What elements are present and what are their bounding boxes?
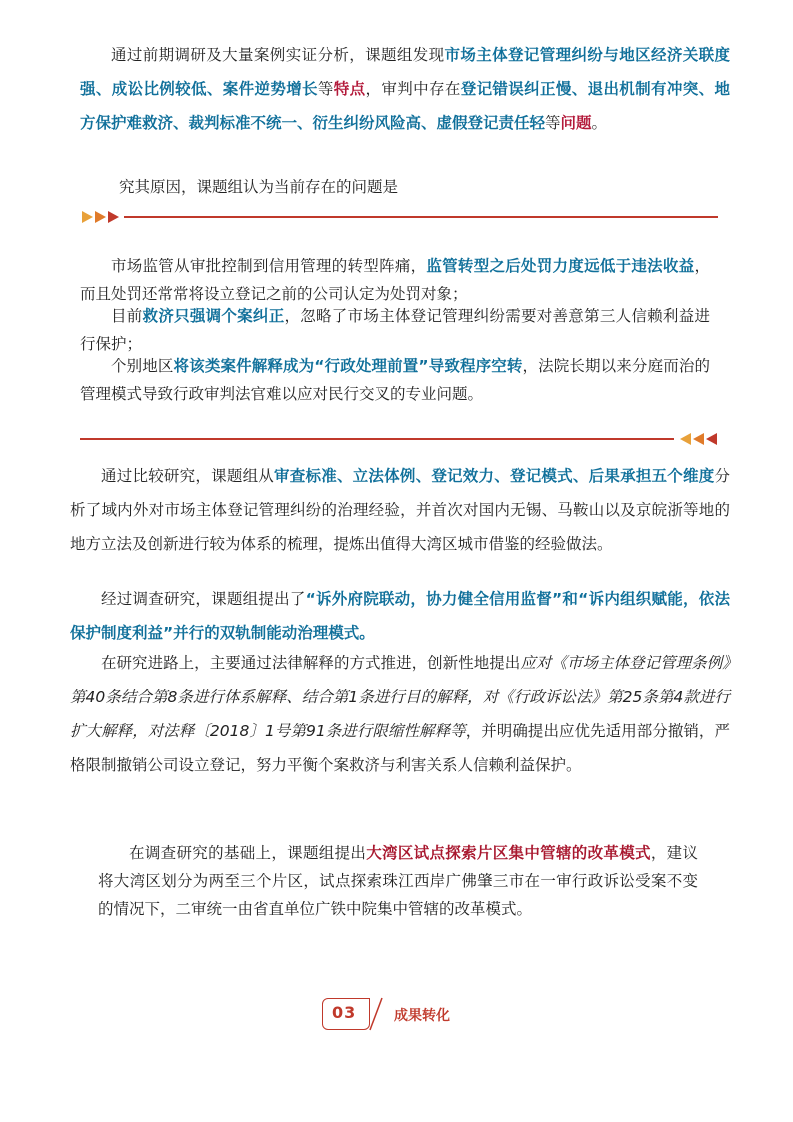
page-number: 03 xyxy=(332,1003,357,1022)
arrow-decoration-right xyxy=(680,433,717,445)
paragraph-cause-3: 个别地区将该类案件解释成为“行政处理前置”导致程序空转，法院长期以来分庭而治的管理模式导致行政审判法官难以应对民行交叉的专业问题。 xyxy=(80,357,710,403)
paragraph-cause-intro: 究其原因，课题组认为当前存在的问题是 xyxy=(119,178,399,196)
arrow-icon xyxy=(82,211,93,223)
arrow-decoration-left xyxy=(82,211,119,223)
paragraph-reform-proposal: 在调查研究的基础上，课题组提出大湾区试点探索片区集中管辖的改革模式，建议将大湾区划分为两至三个片区，试点探索珠江西岸广佛肇三市在一审行政诉讼受案不变的情况下，二审统一由省直单位广铁中院集中管辖的改革模式。 xyxy=(98,844,698,918)
paragraph-findings: 通过前期调研及大量案例实证分析，课题组发现市场主体登记管理纠纷与地区经济关联度强、成讼比例较低、案件逆势增长等特点，审判中存在登记错误纠正慢、退出机制有冲突、地方保护难救济、裁判标准不统一、衍生纠纷风险高、虚假登记责任轻等问题。 xyxy=(80,46,730,132)
section-title: 成果转化 xyxy=(394,1008,450,1024)
arrow-icon xyxy=(95,211,106,223)
arrow-icon xyxy=(680,433,691,445)
arrow-icon xyxy=(693,433,704,445)
paragraph-legal-interpretation: 在研究进路上，主要通过法律解释的方式推进，创新性地提出应对《市场主体登记管理条例》第40条结合第8条进行体系解释、结合第1条进行目的解释，对《行政诉讼法》第25条第4款进行扩大解释，对法释〔2018〕1号第91条进行限缩性解释等，并明确提出应优先适用部分撤销，严格限制撤销公司设立登记，努力平衡个案救济与利害关系人信赖利益保护。 xyxy=(70,654,730,774)
arrow-icon xyxy=(108,211,119,223)
paragraph-cause-1: 市场监管从审批控制到信用管理的转型阵痛，监管转型之后处罚力度远低于违法收益，而且处罚还常常将设立登记之前的公司认定为处罚对象； xyxy=(80,257,710,303)
paragraph-cause-2: 目前救济只强调个案纠正，忽略了市场主体登记管理纠纷需要对善意第三人信赖利益进行保护； xyxy=(80,307,710,353)
paragraph-comparative-study: 通过比较研究，课题组从审查标准、立法体例、登记效力、登记模式、后果承担五个维度分析了域内外对市场主体登记管理纠纷的治理经验，并首次对国内无锡、马鞍山以及京皖浙等地的地方立法及创新进行较为体系的梳理，提炼出值得大湾区城市借鉴的经验做法。 xyxy=(70,467,730,553)
arrow-icon xyxy=(706,433,717,445)
paragraph-governance-model: 经过调查研究，课题组提出了“诉外府院联动，协力健全信用监督”和“诉内组织赋能，依法保护制度利益”并行的双轨制能动治理模式。 xyxy=(70,590,730,642)
divider-line-bottom xyxy=(80,438,674,440)
divider-line-top xyxy=(124,216,718,218)
slash-decoration-icon xyxy=(366,996,386,1032)
